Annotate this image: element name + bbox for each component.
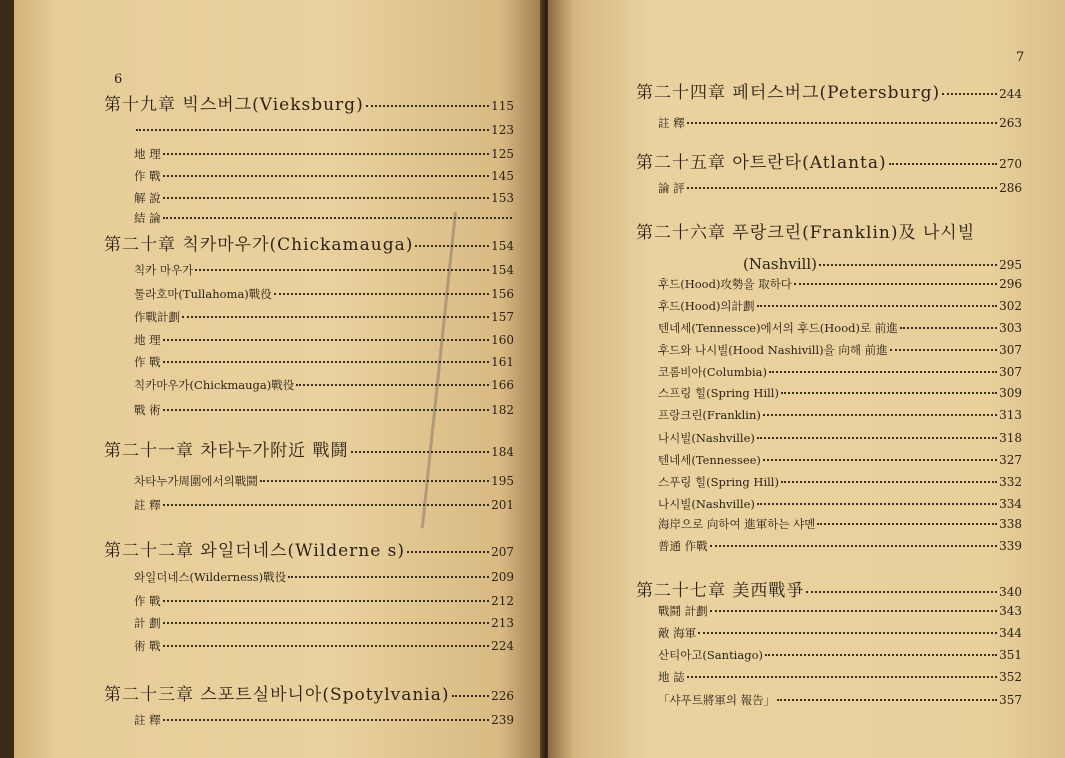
page-reference: 212 [491,594,514,608]
dot-leader [163,645,489,647]
dot-leader [781,481,997,483]
chapter-entry [636,576,1022,601]
entry-title: 解 說 [134,191,161,205]
section-entry [658,430,1022,446]
entry-title: 코롬비아(Columbia) [658,365,768,379]
page-reference: 209 [491,570,514,584]
dot-leader [757,305,998,307]
page-reference: 307 [999,343,1022,357]
entry-title: 作 戰 [134,594,161,608]
chapter-entry [636,218,975,243]
entry-title: 第二十七章 美西戰爭 [636,581,805,601]
page-reference: 224 [491,639,514,653]
dot-leader [136,129,489,131]
page-reference: 286 [999,181,1022,195]
dot-leader [288,576,489,578]
entry-title: 戰 術 [134,403,161,417]
section-entry [658,647,1022,663]
entry-title: 海岸으로 向하여 進軍하는 샤멘 [658,517,816,531]
page-reference: 352 [999,670,1022,684]
section-entry [134,262,514,278]
section-entry [658,276,1022,292]
section-entry [658,320,1022,336]
section-entry [134,402,514,418]
section-entry [658,603,1022,619]
section-entry [134,593,514,609]
entry-title: 第二十一章 차타누가附近 戰鬪 [104,441,349,461]
section-entry [658,669,1022,685]
dot-leader [710,610,997,612]
dot-leader [163,409,489,411]
dot-leader [942,93,997,95]
page-reference: 270 [999,157,1022,171]
chapter-entry [104,680,514,705]
dot-leader [351,451,490,453]
entry-title: 툴라호마(Tullahoma)戰役 [134,287,272,301]
page-reference: 318 [999,431,1022,445]
chapter-entry [104,536,514,561]
section-entry [658,692,1022,708]
entry-title: 「샤푸트將軍의 報告」 [658,693,776,707]
entry-title: 地 誌 [658,670,685,684]
dot-leader [274,293,489,295]
section-entry [743,255,1022,273]
page-reference: 309 [999,386,1022,400]
dot-leader [900,327,997,329]
entry-title: 프랑크린(Franklin) [658,408,761,422]
section-entry [134,615,514,631]
dot-leader [819,264,997,266]
page-reference: 154 [491,239,514,253]
dot-leader [163,175,489,177]
entry-title: 第二十三章 스포트실바니아(Spotylvania) [104,685,450,705]
page-reference: 343 [999,604,1022,618]
dot-leader [452,695,490,697]
page-number-left: 6 [114,72,123,87]
dot-leader [710,545,997,547]
dot-leader [687,122,997,124]
dot-leader [366,105,489,107]
entry-title: 텐네세(Tennessee) [658,453,761,467]
section-entry [134,123,514,137]
page-reference: 344 [999,626,1022,640]
section-entry [658,452,1022,468]
left-page [14,0,544,758]
chapter-entry [104,90,514,115]
section-entry [134,146,514,162]
dot-leader [296,384,489,386]
entry-title: 칙카마우가(Chickmauga)戰役 [134,378,295,392]
page-reference: 166 [491,378,514,392]
section-entry [658,342,1022,358]
section-entry [658,385,1022,401]
dot-leader [163,622,489,624]
entry-title: 計 劃 [134,616,161,630]
entry-title: 術 戰 [134,639,161,653]
section-entry [134,569,514,585]
entry-title: 敵 海軍 [658,626,697,640]
section-entry [658,496,1022,512]
entry-title: 후드(Hood)攻勢을 取하다 [658,277,792,291]
entry-title: 註 釋 [658,116,685,130]
entry-title: 第二十五章 아트란타(Atlanta) [636,153,887,173]
entry-title: 戰鬪 計劃 [658,604,708,618]
entry-title: 普通 作戰 [658,539,708,553]
section-entry [658,538,1022,554]
page-reference: 154 [491,263,514,277]
dot-leader [182,316,489,318]
section-entry [134,309,514,325]
chapter-entry [636,78,1022,103]
page-reference: 296 [999,277,1022,291]
dot-leader [407,551,489,553]
section-entry [134,286,514,302]
page-reference: 153 [491,191,514,205]
entry-title: 후드와 나시빌(Hood Nashivill)을 向해 前進 [658,343,888,357]
section-entry [658,180,1022,196]
page-reference: 239 [491,713,514,727]
page-reference: 339 [999,539,1022,553]
entry-title: 註 釋 [134,713,161,727]
entry-title: 作 戰 [134,169,161,183]
dot-leader [817,523,997,525]
dot-leader [763,414,997,416]
dot-leader [757,503,997,505]
entry-title: 作戰計劃 [134,310,180,324]
entry-title: 第二十二章 와일더네스(Wilderne s) [104,541,406,561]
section-entry [658,625,1022,641]
dot-leader [890,349,997,351]
entry-title: 스푸링 힐(Spring Hill) [658,475,779,489]
entry-title: 차타누가周圍에서의戰鬪 [134,474,258,488]
dot-leader [163,153,489,155]
section-entry [658,364,1022,380]
page-reference: 338 [999,517,1022,531]
chapter-entry [636,148,1022,173]
page-reference: 244 [999,87,1022,101]
page-reference: 313 [999,408,1022,422]
page-reference: 357 [999,693,1022,707]
dot-leader [163,197,489,199]
dot-leader [687,187,997,189]
page-reference: 156 [491,287,514,301]
entry-title: 結 論 [134,211,161,225]
dot-leader [806,591,997,593]
section-entry [134,638,514,654]
page-reference: 302 [999,299,1022,313]
dot-leader [763,459,997,461]
entry-title: 第二十章 칙카마우가(Chickamauga) [104,235,414,255]
entry-title: 地 理 [134,333,161,347]
dot-leader [777,699,997,701]
dot-leader [163,504,489,506]
section-entry [134,377,514,393]
chapter-entry [104,436,514,461]
dot-leader [769,371,997,373]
entry-title: 나시빌(Nashville) [658,431,755,445]
dot-leader [163,339,489,341]
entry-title: 스프링 힐(Spring Hill) [658,386,779,400]
dot-leader [195,269,489,271]
page-reference: 327 [999,453,1022,467]
section-entry [134,473,514,489]
chapter-entry [104,230,514,255]
page-reference: 145 [491,169,514,183]
dot-leader [889,163,997,165]
entry-title: 후드(Hood)의計劃 [658,299,755,313]
section-entry [134,210,514,226]
dot-leader [163,361,489,363]
entry-title: 칙카 마우가 [134,263,194,277]
entry-title: 作 戰 [134,355,161,369]
dot-leader [781,392,997,394]
page-reference: 263 [999,116,1022,130]
entry-title: 第二十六章 푸랑크린(Franklin)及 나시빌 [636,223,976,243]
page-reference: 307 [999,365,1022,379]
section-entry [658,407,1022,423]
section-entry [134,354,514,370]
dot-leader [687,676,997,678]
dot-leader [765,654,997,656]
entry-title: 第十九章 빅스버그(Vieksburg) [104,95,364,115]
entry-title: 論 評 [658,181,685,195]
page-reference: 160 [491,333,514,347]
page-reference: 201 [491,498,514,512]
dot-leader [163,217,512,219]
page-reference: 123 [491,123,514,137]
page-reference: 161 [491,355,514,369]
dot-leader [163,600,489,602]
section-entry [134,332,514,348]
dot-leader [163,719,489,721]
entry-title: 地 理 [134,147,161,161]
page-reference: 303 [999,321,1022,335]
page-number-right: 7 [1016,50,1025,65]
page-reference: 184 [491,445,514,459]
page-reference: 226 [491,689,514,703]
section-entry [134,497,514,513]
dot-leader [794,283,997,285]
right-page [548,0,1065,758]
page-reference: 182 [491,403,514,417]
page-reference: 125 [491,147,514,161]
page-reference: 157 [491,310,514,324]
section-entry [658,474,1022,490]
page-reference: 195 [491,474,514,488]
entry-title: 산티아고(Santiago) [658,648,763,662]
dot-leader [415,245,489,247]
page-reference: 115 [491,99,514,113]
page-reference: 332 [999,475,1022,489]
page-reference: 295 [999,258,1022,272]
page-reference: 207 [491,545,514,559]
section-entry [658,516,1022,532]
section-entry [134,190,514,206]
dot-leader [698,632,997,634]
entry-title: 텐네세(Tennessce)에서의 후드(Hood)로 前進 [658,321,898,335]
page-reference: 334 [999,497,1022,511]
page-reference: 213 [491,616,514,630]
section-entry [658,298,1022,314]
dot-leader [260,480,489,482]
entry-title: 나시빌(Nashville) [658,497,755,511]
section-entry [134,712,514,728]
section-entry [134,168,514,184]
page-reference: 351 [999,648,1022,662]
page-reference: 340 [999,585,1022,599]
entry-title: 註 釋 [134,498,161,512]
section-entry [658,115,1022,131]
entry-title: (Nashvill) [743,255,817,273]
entry-title: 第二十四章 페터스버그(Petersburg) [636,83,941,103]
dot-leader [757,437,997,439]
entry-title: 와일더네스(Wilderness)戰役 [134,570,287,584]
